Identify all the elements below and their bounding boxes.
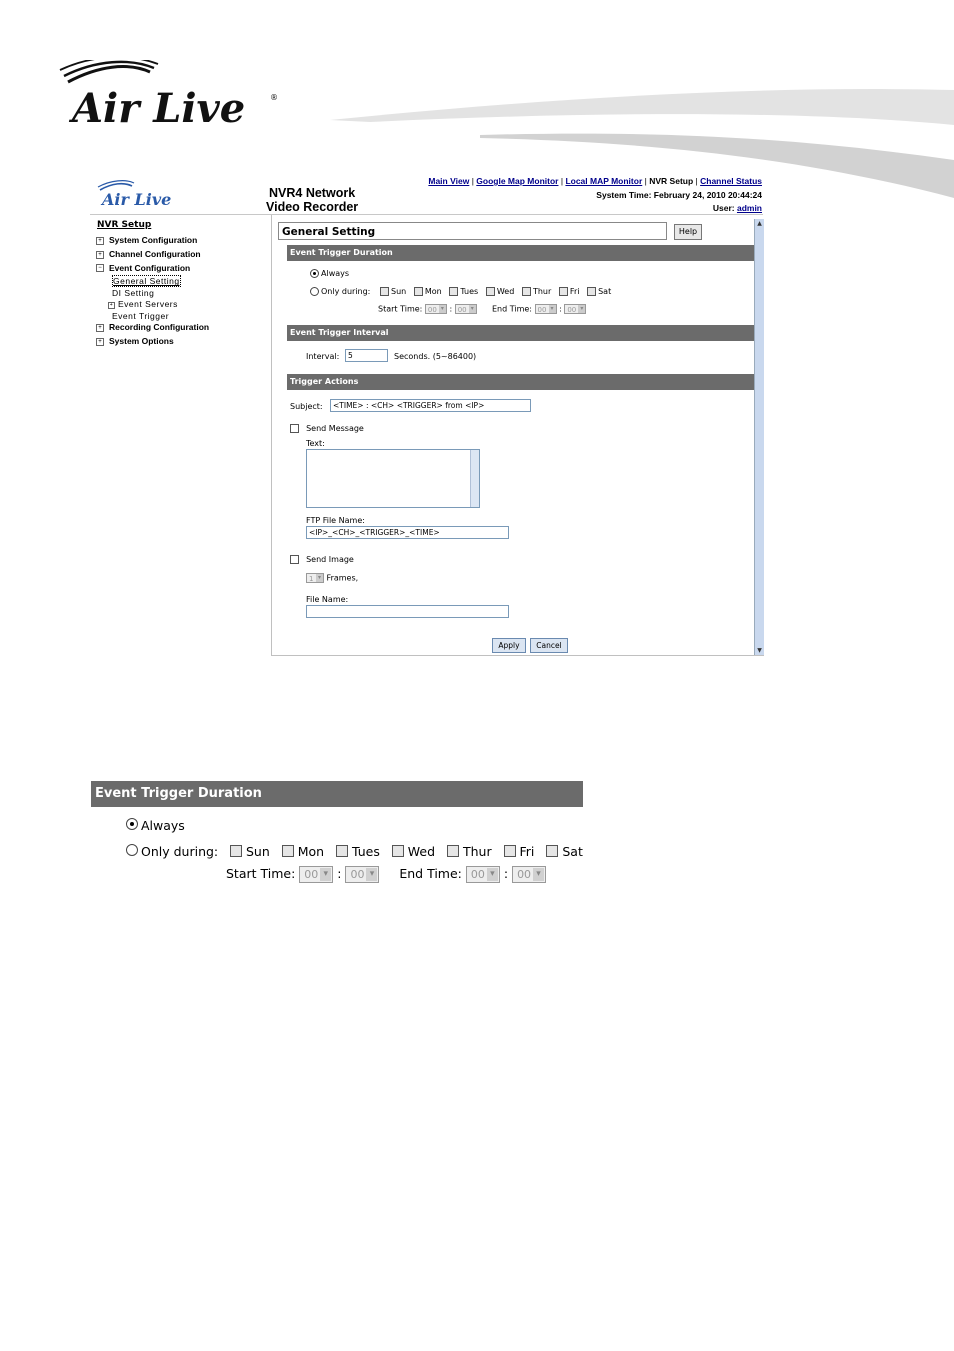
day-label: Thur [532,287,552,296]
subject-label: Subject: [290,402,323,411]
send-image-label: Send Image [306,555,354,564]
section-title: General Setting [278,222,667,240]
scroll-down-icon[interactable]: ▼ [757,647,762,654]
nav-nvr-setup: NVR Setup [649,176,694,186]
zoom-day-sat[interactable] [546,844,583,859]
system-time: System Time: February 24, 2010 20:44:24 [596,190,762,200]
zoom-day-fri[interactable] [504,844,535,859]
nvr-setup-screenshot [90,172,763,662]
main-scrollbar[interactable] [754,219,764,655]
expand-icon[interactable]: + [109,301,114,308]
frames-row [306,573,358,583]
zoom-end-hour-select[interactable]: 00 ▾ [466,866,500,883]
interval-input[interactable]: 5 [345,349,388,362]
day-label: Thur [462,844,492,859]
sidebar-item-label: Channel Configuration [109,248,201,259]
file-name-label: File Name: [306,595,349,604]
day-label: Sat [598,287,612,296]
day-label: Mon [424,287,442,296]
app-title [266,186,358,214]
zoom-always-label: Always [141,818,185,833]
svg-text:Air Live: Air Live [102,190,172,208]
expand-icon[interactable]: + [96,237,104,245]
zoom-start-hour-select[interactable]: 00 ▾ [299,866,333,883]
main-panel [271,215,764,656]
sidebar-title[interactable]: NVR Setup [97,220,152,230]
radio-icon[interactable] [126,844,138,856]
checkbox-icon[interactable] [447,845,459,857]
svg-text:®: ® [270,93,278,102]
day-label: Tues [351,844,380,859]
radio-icon[interactable] [310,287,319,296]
expand-icon[interactable]: + [96,251,104,259]
textarea-scrollbar[interactable] [470,450,479,507]
only-during-label: Only during: [321,287,371,296]
interval-unit: Seconds. (5~86400) [394,352,477,361]
sidebar-item-label: DI Setting [112,287,155,298]
nav-separator: | [471,176,474,186]
nav-google-map-monitor[interactable]: Google Map Monitor [476,176,559,186]
sidebar-item-label: System Configuration [109,235,198,245]
zoom-end-time-label: End Time: [399,866,462,881]
day-label: Sun [391,287,407,296]
time-separator: : [503,866,509,881]
expand-icon[interactable]: + [96,338,104,346]
zoom-start-time-label: Start Time: [226,866,296,881]
end-minute-select[interactable]: 00 ▾ [564,304,586,314]
day-label: Tues [460,287,479,296]
checkbox-icon[interactable] [392,845,404,857]
interval-header: Event Trigger Interval [287,325,754,341]
sidebar [90,215,271,662]
day-wed[interactable] [486,287,514,296]
sidebar-item-label: General Setting [113,276,180,287]
expand-icon[interactable]: + [96,324,104,332]
checkbox-icon[interactable] [230,845,242,857]
scroll-up-icon[interactable]: ▲ [757,220,762,227]
nav-separator: | [560,176,564,186]
sidebar-tree [96,235,209,350]
start-time-label: Start Time: [378,304,423,314]
send-message-option[interactable] [290,424,364,433]
app-title-line1: NVR4 Network [269,186,356,200]
zoom-end-minute-select[interactable]: 00 ▾ [512,866,546,883]
start-hour-select[interactable]: 00 ▾ [425,304,447,314]
day-label: Fri [519,844,535,859]
nav-main-view[interactable]: Main View [428,176,470,186]
zoom-time-range-row [226,866,546,883]
always-label: Always [321,269,350,278]
zoom-day-mon[interactable] [282,844,324,859]
checkbox-icon[interactable] [380,287,389,296]
day-label: Wed [496,287,515,296]
sidebar-item-label: Event Servers [118,299,178,310]
nav-channel-status[interactable]: Channel Status [700,176,762,186]
sidebar-item-label: Event Configuration [109,262,191,273]
day-label: Fri [569,287,580,296]
sidebar-item-recording-configuration[interactable] [96,322,209,336]
zoom-only-during-label: Only during: [141,844,219,859]
user-info [713,203,762,213]
apply-button[interactable]: Apply [492,638,526,653]
zoomed-duration-panel [91,781,583,894]
user-admin-link[interactable]: admin [736,203,762,213]
sidebar-item-event-trigger[interactable] [96,311,209,323]
day-label: Wed [407,844,436,859]
nav-separator: | [644,176,647,186]
app-title-line2: Video Recorder [266,200,359,214]
help-button[interactable]: Help [674,224,702,240]
day-label: Sat [562,844,583,859]
sidebar-item-channel-configuration[interactable] [96,249,209,263]
zoom-only-during-option[interactable] [126,844,218,859]
send-image-option[interactable] [290,555,354,564]
frames-label: Frames, [326,573,359,583]
time-separator: : [337,866,342,881]
radio-selected-icon[interactable] [310,269,319,278]
time-separator: : [559,304,562,314]
day-thur[interactable] [522,287,551,296]
end-time-label: End Time: [491,304,532,314]
collapse-icon[interactable]: − [96,264,104,272]
checkbox-icon[interactable] [290,424,299,433]
day-label: Mon [297,844,325,859]
duration-header: Event Trigger Duration [287,245,754,261]
zoom-day-sun[interactable] [230,844,270,859]
zoom-always-option[interactable] [126,818,185,833]
end-hour-select[interactable]: 00 ▾ [535,304,557,314]
zoom-day-tues[interactable] [336,844,380,859]
sidebar-item-label: Event Trigger [112,310,170,321]
ftp-file-name-input[interactable]: <IP>_<CH>_<TRIGGER>_<TIME> [306,526,509,539]
sidebar-item-system-options[interactable] [96,336,209,350]
file-name-input[interactable] [306,605,509,618]
cancel-button[interactable]: Cancel [530,638,568,653]
time-separator: : [449,304,453,314]
checkbox-icon[interactable] [336,845,348,857]
day-checkboxes [380,287,611,296]
radio-selected-icon[interactable] [126,818,138,830]
checkbox-icon[interactable] [546,845,558,857]
nav-separator: | [695,176,698,186]
app-header [90,172,763,215]
sidebar-item-event-configuration[interactable] [96,263,209,277]
checkbox-icon[interactable] [290,555,299,564]
ftp-file-name-label: FTP File Name: [306,516,365,525]
day-label: Sun [246,844,270,859]
day-sat[interactable] [587,287,611,296]
zoom-day-checkboxes [230,844,583,859]
checkbox-icon[interactable] [414,287,423,296]
always-option[interactable] [310,269,349,278]
start-minute-select[interactable]: 00 ▾ [455,304,477,314]
checkbox-icon[interactable] [522,287,531,296]
sidebar-item-general-setting[interactable] [96,276,209,288]
checkbox-icon[interactable] [282,845,294,857]
day-fri[interactable] [559,287,580,296]
sidebar-item-di-setting[interactable] [96,288,209,300]
day-tues[interactable] [449,287,478,296]
checkbox-icon[interactable] [587,287,596,296]
airlive-logo [58,60,288,130]
day-sun[interactable] [380,287,406,296]
time-range-row [378,304,586,314]
subject-input[interactable]: <TIME> : <CH> <TRIGGER> from <IP> [330,399,531,412]
send-message-label: Send Message [306,424,364,433]
zoom-day-thur[interactable] [447,844,492,859]
top-nav [428,176,762,186]
day-mon[interactable] [414,287,442,296]
user-label: User: [712,203,735,213]
checkbox-icon[interactable] [449,287,458,296]
trigger-actions-header: Trigger Actions [287,374,754,390]
airlive-mini-logo [96,180,194,208]
only-during-option[interactable] [310,287,370,296]
zoom-day-wed[interactable] [392,844,435,859]
sidebar-item-label: Recording Configuration [109,322,210,333]
sidebar-item-system-configuration[interactable] [96,235,209,249]
frames-select[interactable]: 1 ▾ [306,573,324,583]
sidebar-item-label: System Options [109,336,174,347]
checkbox-icon[interactable] [559,287,568,296]
checkbox-icon[interactable] [486,287,495,296]
svg-text:Air Live: Air Live [72,85,246,130]
text-label: Text: [306,439,325,448]
zoom-duration-header: Event Trigger Duration [91,781,583,807]
checkbox-icon[interactable] [504,845,516,857]
sidebar-item-event-servers[interactable] [96,299,209,311]
nav-local-map-monitor[interactable]: Local MAP Monitor [565,176,643,186]
zoom-start-minute-select[interactable]: 00 ▾ [345,866,379,883]
message-textarea[interactable] [306,449,480,508]
interval-label: Interval: [306,352,340,361]
